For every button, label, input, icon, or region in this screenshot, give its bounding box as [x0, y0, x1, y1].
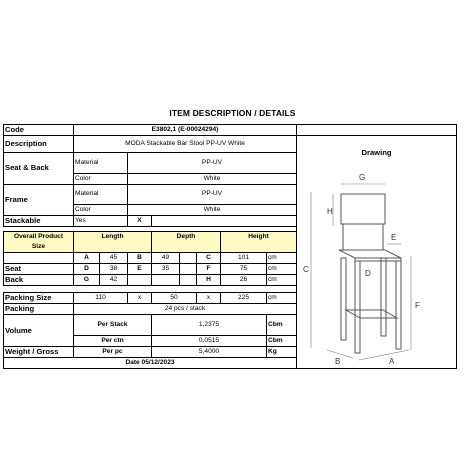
stool-footrest	[346, 310, 397, 318]
dim-label-d: D	[365, 269, 371, 278]
dim-code-b: B	[128, 253, 152, 264]
drawing-panel	[297, 136, 457, 369]
dim-label-g: G	[359, 173, 366, 182]
packing-size-x: x	[128, 293, 152, 304]
dim-label-b: B	[335, 357, 341, 366]
stool-leg	[381, 258, 386, 336]
dim-value-e: 35	[152, 264, 180, 275]
dim-label-a: A	[389, 357, 395, 366]
seat-back-color-label: Color	[74, 173, 128, 184]
volume-label: Volume	[4, 315, 74, 347]
frame-material: PP-UV	[128, 184, 297, 205]
length-header: Length	[74, 232, 152, 253]
seat-back-material: PP-UV	[128, 153, 297, 174]
weight-label: Weight / Gross	[4, 347, 74, 358]
height-header: Height	[221, 232, 297, 253]
packing-size-x: x	[197, 293, 221, 304]
stool-leg	[341, 258, 346, 340]
dim-code-d: D	[74, 264, 100, 275]
weight-per-pc: 5,4000	[152, 347, 267, 358]
depth-header: Depth	[152, 232, 221, 253]
dim-value-g: 42	[100, 275, 128, 286]
weight-per-pc-label: Per pc	[74, 347, 152, 358]
item-details-table	[3, 124, 457, 369]
frame-color: White	[128, 205, 297, 216]
dim-code-h: H	[197, 275, 221, 286]
packing-label: Packing	[4, 304, 74, 315]
dim-label-h: H	[327, 207, 333, 216]
stackable-label: Stackable	[4, 216, 74, 227]
code-label: Code	[4, 125, 74, 136]
stool-backrest	[341, 194, 385, 224]
stool-seat	[339, 250, 401, 258]
code-value: E3802,1 (E-00024294)	[74, 125, 297, 136]
dim-label-c: C	[303, 265, 309, 274]
dim-row-label-back: Back	[4, 275, 74, 286]
dim-row-label	[4, 253, 74, 264]
description-value: MODA Stackable Bar Stool PP-UV White	[74, 136, 297, 153]
seat-back-material-label: Material	[74, 153, 128, 174]
dim-unit: cm	[267, 275, 297, 286]
description-label: Description	[4, 136, 74, 153]
packing-size-unit: cm	[267, 293, 297, 304]
page-title: ITEM DESCRIPTION / DETAILS	[169, 108, 296, 118]
overall-size-label	[4, 232, 74, 253]
volume-unit: Cbm	[267, 336, 297, 347]
stackable-empty	[152, 216, 297, 227]
dim-value-h: 26	[221, 275, 267, 286]
dim-code-c: C	[197, 253, 221, 264]
spacer-row	[4, 286, 297, 293]
dim-code-f: F	[197, 264, 221, 275]
volume-per-stack: 1,2375	[152, 315, 267, 336]
dim-label-e: E	[391, 233, 397, 242]
packing-size-label: Packing Size	[4, 293, 74, 304]
dim-value-d: 38	[100, 264, 128, 275]
dim-unit: cm	[267, 264, 297, 275]
volume-unit: Cbm	[267, 315, 297, 336]
seat-back-color: White	[128, 173, 297, 184]
weight-unit: Kg	[267, 347, 297, 358]
seat-back-label: Seat & Back	[4, 153, 74, 185]
packing-size-depth: 50	[152, 293, 197, 304]
volume-per-ctn: 0,0515	[152, 336, 267, 347]
stackable-mark: X	[128, 216, 152, 227]
packing-size-length: 110	[74, 293, 128, 304]
bar-stool-drawing	[297, 158, 455, 368]
dim-unit: cm	[267, 253, 297, 264]
drawing-title: Drawing	[361, 148, 392, 157]
dim-value-c: 101	[221, 253, 267, 264]
stackable-yes: Yes	[74, 216, 128, 227]
dim-code-g: G	[74, 275, 100, 286]
packing-size-height: 225	[221, 293, 267, 304]
stool-leg	[396, 261, 401, 349]
volume-per-stack-label: Per Stack	[74, 315, 152, 336]
dim-code-a: A	[74, 253, 100, 264]
packing-value: 24 pcs / stack	[74, 304, 297, 315]
document-date: Date 05/12/2023	[4, 358, 297, 369]
dim-value-a: 45	[100, 253, 128, 264]
dim-code-e: E	[128, 264, 152, 275]
overall-size-label-2: Size	[31, 243, 46, 251]
dim-label-f: F	[415, 301, 420, 310]
drawing-header-spacer	[297, 125, 457, 136]
frame-color-label: Color	[74, 205, 128, 216]
volume-per-ctn-label: Per ctn	[74, 336, 152, 347]
frame-material-label: Material	[74, 184, 128, 205]
dim-value-b: 49	[152, 253, 180, 264]
frame-label: Frame	[4, 184, 74, 216]
overall-size-label-1: Overall Product	[13, 233, 64, 241]
dim-value-f: 75	[221, 264, 267, 275]
dim-row-label-seat: Seat	[4, 264, 74, 275]
stool-leg	[355, 261, 360, 353]
